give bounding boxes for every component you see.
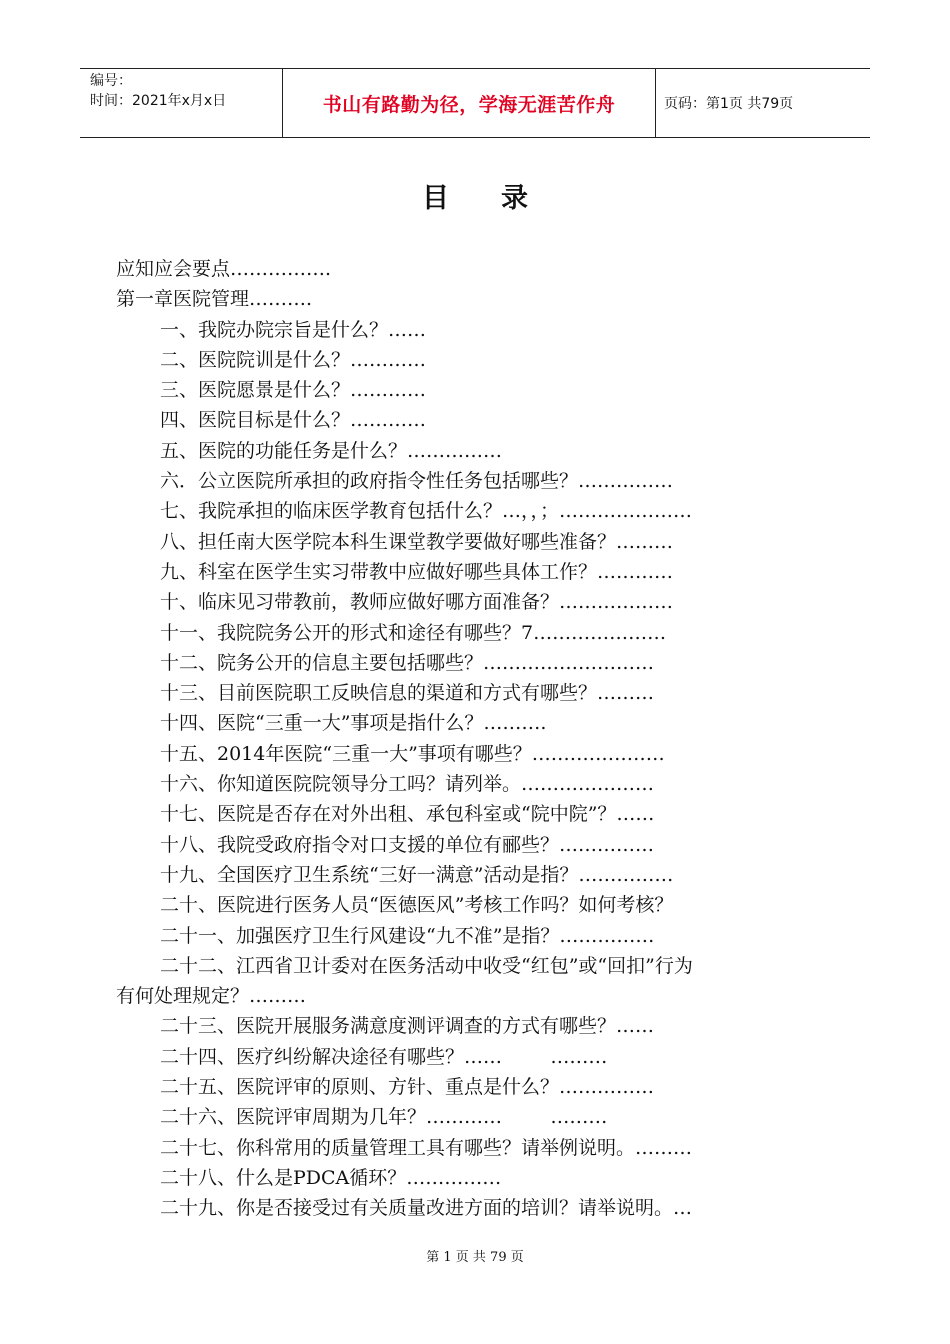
toc-item[interactable]: 十六、你知道医院院领导分工吗？请列举。………………… [160,773,655,796]
page-title: 目录 [422,183,580,214]
toc-item[interactable]: 十、临床见习带教前，教师应做好哪方面准备？……………… [160,591,674,614]
header-motto: 书山有路勤为径，学海无涯苦作舟 [282,69,656,137]
toc-item[interactable]: 二十九、你是否接受过有关质量改进方面的培训？请举说明。… [160,1197,693,1220]
toc-item[interactable]: 二十六、医院评审周期为几年？………… ……… [160,1106,608,1129]
toc-item[interactable]: 二十、医院进行医务人员“医德医风”考核工作吗？如何考核？ [160,894,674,917]
toc-item[interactable]: 九、科室在医学生实习带教中应做好哪些具体工作？………… [160,560,674,583]
toc-item[interactable]: 二十七、你科常用的质量管理工具有哪些？请举例说明。……… [160,1136,693,1159]
toc-item[interactable]: 二十八、什么是PDCA循环？…………… [160,1166,502,1189]
toc-item[interactable]: 二十五、医院评审的原则、方针、重点是什么？…………… [160,1076,655,1099]
toc-item[interactable]: 七、我院承担的临床医学教育包括什么？…，，；………………… [160,500,693,523]
toc-item[interactable]: 五、医院的功能任务是什么？…………… [160,439,503,462]
toc-item[interactable]: 十九、全国医疗卫生系统“三好一满意”活动是指？…………… [160,863,674,886]
toc-item[interactable]: 三、医院愿景是什么？………… [160,379,427,402]
header-meta [90,71,280,111]
toc-item[interactable]: 十二、院务公开的信息主要包括哪些？……………………… [160,651,655,674]
table-of-contents [116,254,836,1224]
toc-item[interactable]: 二十三、医院开展服务满意度测评调查的方式有哪些？…… [160,1015,655,1038]
toc-item[interactable]: 二、医院院训是什么？………… [160,348,427,371]
page-header [80,68,870,138]
toc-item[interactable]: 一、我院办院宗旨是什么？…… [160,318,427,341]
toc-item[interactable]: 应知应会要点……………. [116,258,332,280]
toc-item[interactable]: 十五、2014年医院“三重一大”事项有哪些？………………… [160,742,665,765]
toc-item[interactable]: 二十二、江西省卫计委对在医务活动中收受“红包”或“回扣”行为 [160,954,693,977]
number-label: 编号： [90,73,132,89]
toc-item[interactable]: 十一、我院院务公开的形式和途径有哪些？7………………… [160,621,667,644]
toc-item[interactable]: 十三、目前医院职工反映信息的渠道和方式有哪些？……… [160,682,655,705]
toc-item[interactable]: 四、医院目标是什么？………… [160,409,427,432]
page-footer: 第 1 页 共 79 页 [426,1250,524,1265]
toc-item-continuation[interactable]: 有何处理规定？……… [116,985,307,1008]
toc-item[interactable]: 八、担任南大医学院本科生课堂教学要做好哪些准备？……… [160,530,674,553]
toc-item[interactable]: 十七、医院是否存在对外出租、承包科室或“院中院”？…… [160,803,655,826]
toc-item[interactable]: 二十四、医疗纠纷解决途径有哪些？…… ……… [160,1045,608,1068]
header-page-label: 页码：第1页 共79页 [664,96,794,112]
date-label: 时间：2021年x月x日 [90,93,227,109]
toc-item[interactable]: 二十一、加强医疗卫生行风建设“九不准”是指？…………… [160,924,655,947]
toc-item[interactable]: 十四、医院“三重一大”事项是指什么？………. [160,712,547,735]
toc-item[interactable]: 第一章医院管理………. [116,288,313,311]
toc-item[interactable]: 六．公立医院所承担的政府指令性任务包括哪些？…………… [160,470,674,493]
toc-item[interactable]: 十八、我院受政府指令对口支援的单位有郦些？…………… [160,833,655,856]
